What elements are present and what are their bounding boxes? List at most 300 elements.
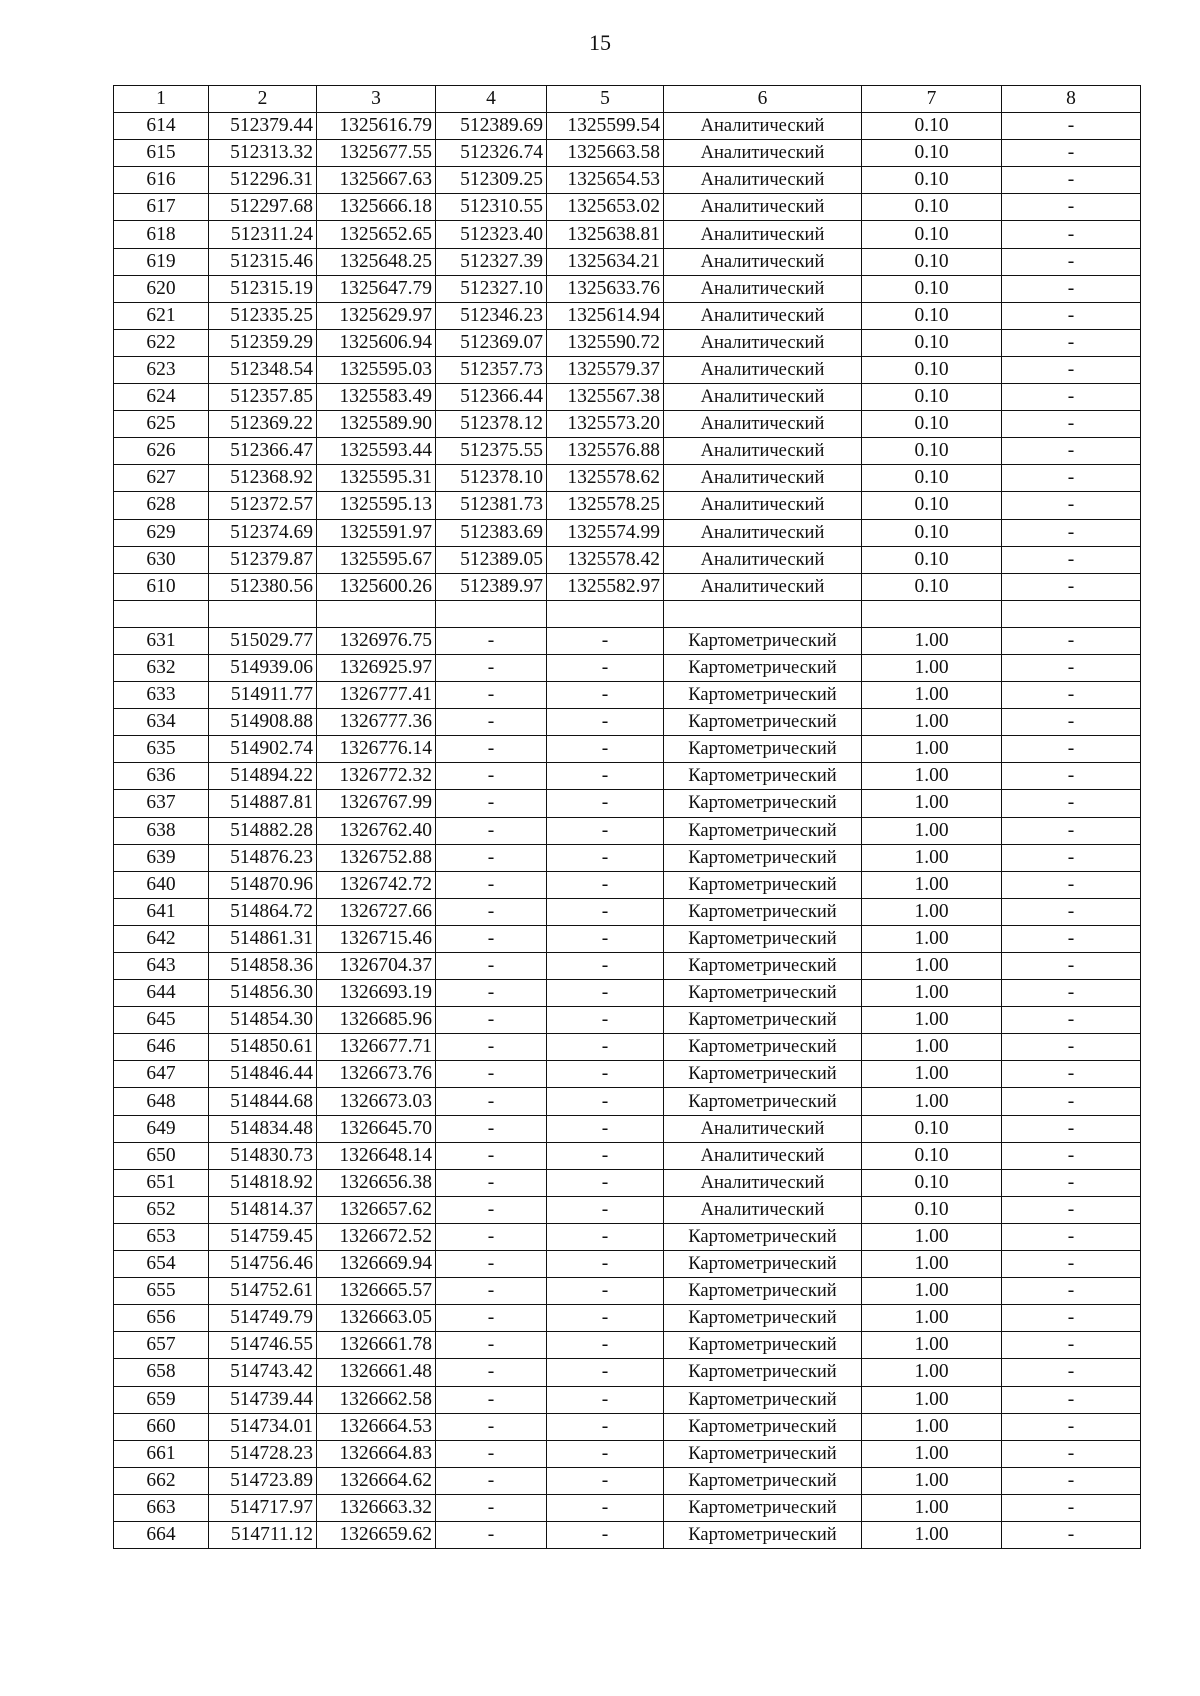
table-row <box>114 329 1141 356</box>
table-row <box>114 763 1141 790</box>
y-coordinate-cell <box>317 600 436 627</box>
method-cell: Картометрический <box>664 709 862 736</box>
x-old-cell: - <box>436 925 547 952</box>
accuracy-cell: 0.10 <box>862 573 1002 600</box>
method-cell: Картометрический <box>664 1440 862 1467</box>
x-coordinate-cell: 514728.23 <box>209 1440 317 1467</box>
y-old-cell: - <box>547 844 664 871</box>
point-number-cell: 632 <box>114 654 209 681</box>
method-cell: Аналитический <box>664 140 862 167</box>
description-cell: - <box>1002 1494 1141 1521</box>
x-old-cell: 512366.44 <box>436 384 547 411</box>
table-row <box>114 1305 1141 1332</box>
y-coordinate-cell: 1325616.79 <box>317 113 436 140</box>
description-cell: - <box>1002 790 1141 817</box>
x-old-cell: 512346.23 <box>436 302 547 329</box>
accuracy-cell: 1.00 <box>862 1088 1002 1115</box>
y-old-cell: - <box>547 1196 664 1223</box>
x-coordinate-cell: 512315.19 <box>209 275 317 302</box>
y-coordinate-cell: 1326715.46 <box>317 925 436 952</box>
point-number-cell: 647 <box>114 1061 209 1088</box>
x-old-cell: 512383.69 <box>436 519 547 546</box>
y-coordinate-cell: 1325595.31 <box>317 465 436 492</box>
x-old-cell: - <box>436 1034 547 1061</box>
y-coordinate-cell: 1325583.49 <box>317 384 436 411</box>
point-number-cell: 624 <box>114 384 209 411</box>
x-old-cell: - <box>436 1088 547 1115</box>
x-old-cell: - <box>436 1386 547 1413</box>
point-number-cell: 626 <box>114 438 209 465</box>
x-coordinate-cell: 514870.96 <box>209 871 317 898</box>
table-row <box>114 1034 1141 1061</box>
y-old-cell: 1325578.42 <box>547 546 664 573</box>
x-coordinate-cell: 514723.89 <box>209 1467 317 1494</box>
x-coordinate-cell: 512369.22 <box>209 411 317 438</box>
description-cell: - <box>1002 1359 1141 1386</box>
method-cell: Картометрический <box>664 1467 862 1494</box>
y-coordinate-cell: 1326762.40 <box>317 817 436 844</box>
table-body <box>114 113 1141 1549</box>
y-coordinate-cell: 1325606.94 <box>317 329 436 356</box>
y-old-cell: - <box>547 980 664 1007</box>
x-coordinate-cell: 512313.32 <box>209 140 317 167</box>
y-coordinate-cell: 1326645.70 <box>317 1115 436 1142</box>
table-row <box>114 1467 1141 1494</box>
y-old-cell: - <box>547 1251 664 1278</box>
x-coordinate-cell: 512315.46 <box>209 248 317 275</box>
method-cell: Аналитический <box>664 384 862 411</box>
x-old-cell: - <box>436 790 547 817</box>
table-row <box>114 1251 1141 1278</box>
table-row <box>114 438 1141 465</box>
y-coordinate-cell: 1325593.44 <box>317 438 436 465</box>
column-header: 5 <box>547 86 664 113</box>
page-number: 15 <box>589 30 611 55</box>
y-coordinate-cell: 1326664.83 <box>317 1440 436 1467</box>
x-old-cell: - <box>436 682 547 709</box>
point-number-cell: 620 <box>114 275 209 302</box>
x-old-cell: - <box>436 1467 547 1494</box>
x-coordinate-cell: 514814.37 <box>209 1196 317 1223</box>
method-cell: Картометрический <box>664 654 862 681</box>
method-cell: Аналитический <box>664 221 862 248</box>
method-cell: Аналитический <box>664 546 862 573</box>
description-cell: - <box>1002 1467 1141 1494</box>
point-number-cell: 659 <box>114 1386 209 1413</box>
y-coordinate-cell: 1326659.62 <box>317 1521 436 1548</box>
x-coordinate-cell: 514882.28 <box>209 817 317 844</box>
x-old-cell: - <box>436 1278 547 1305</box>
x-coordinate-cell: 512366.47 <box>209 438 317 465</box>
x-old-cell: - <box>436 1440 547 1467</box>
description-cell: - <box>1002 654 1141 681</box>
y-old-cell: 1325663.58 <box>547 140 664 167</box>
description-cell: - <box>1002 1251 1141 1278</box>
description-cell: - <box>1002 953 1141 980</box>
method-cell: Картометрический <box>664 1305 862 1332</box>
x-coordinate-cell: 512380.56 <box>209 573 317 600</box>
y-old-cell: 1325599.54 <box>547 113 664 140</box>
method-cell: Аналитический <box>664 1115 862 1142</box>
y-coordinate-cell: 1326663.05 <box>317 1305 436 1332</box>
table-row <box>114 384 1141 411</box>
x-old-cell: 512381.73 <box>436 492 547 519</box>
point-number-cell: 664 <box>114 1521 209 1548</box>
accuracy-cell: 1.00 <box>862 1223 1002 1250</box>
method-cell: Картометрический <box>664 1521 862 1548</box>
table-row <box>114 492 1141 519</box>
point-number-cell: 663 <box>114 1494 209 1521</box>
x-coordinate-cell: 514908.88 <box>209 709 317 736</box>
method-cell: Аналитический <box>664 1196 862 1223</box>
method-cell: Аналитический <box>664 411 862 438</box>
column-header: 1 <box>114 86 209 113</box>
table-row <box>114 113 1141 140</box>
y-coordinate-cell: 1326777.41 <box>317 682 436 709</box>
y-old-cell: - <box>547 925 664 952</box>
table-row <box>114 1386 1141 1413</box>
table-row <box>114 1061 1141 1088</box>
point-number-cell: 662 <box>114 1467 209 1494</box>
table-row <box>114 275 1141 302</box>
accuracy-cell: 1.00 <box>862 763 1002 790</box>
x-old-cell: - <box>436 1413 547 1440</box>
x-old-cell: 512326.74 <box>436 140 547 167</box>
table-row <box>114 1494 1141 1521</box>
method-cell: Картометрический <box>664 736 862 763</box>
y-old-cell: 1325579.37 <box>547 356 664 383</box>
table-row <box>114 1332 1141 1359</box>
y-coordinate-cell: 1326673.76 <box>317 1061 436 1088</box>
table-row <box>114 519 1141 546</box>
accuracy-cell: 0.10 <box>862 113 1002 140</box>
description-cell: - <box>1002 871 1141 898</box>
description-cell <box>1002 600 1141 627</box>
method-cell: Аналитический <box>664 356 862 383</box>
y-old-cell: 1325578.62 <box>547 465 664 492</box>
x-old-cell: - <box>436 654 547 681</box>
table-row <box>114 925 1141 952</box>
y-old-cell: - <box>547 1440 664 1467</box>
point-number-cell: 645 <box>114 1007 209 1034</box>
method-cell: Картометрический <box>664 1278 862 1305</box>
description-cell: - <box>1002 519 1141 546</box>
accuracy-cell: 1.00 <box>862 1359 1002 1386</box>
accuracy-cell: 1.00 <box>862 1386 1002 1413</box>
y-coordinate-cell: 1326664.53 <box>317 1413 436 1440</box>
accuracy-cell: 1.00 <box>862 1440 1002 1467</box>
accuracy-cell: 1.00 <box>862 844 1002 871</box>
accuracy-cell: 0.10 <box>862 492 1002 519</box>
description-cell: - <box>1002 384 1141 411</box>
y-coordinate-cell: 1326704.37 <box>317 953 436 980</box>
x-old-cell: - <box>436 1169 547 1196</box>
description-cell: - <box>1002 221 1141 248</box>
description-cell: - <box>1002 275 1141 302</box>
y-coordinate-cell: 1325595.67 <box>317 546 436 573</box>
accuracy-cell: 0.10 <box>862 248 1002 275</box>
y-coordinate-cell: 1325600.26 <box>317 573 436 600</box>
description-cell: - <box>1002 898 1141 925</box>
method-cell: Картометрический <box>664 871 862 898</box>
x-old-cell: - <box>436 1061 547 1088</box>
table-row <box>114 790 1141 817</box>
y-coordinate-cell: 1325629.97 <box>317 302 436 329</box>
x-coordinate-cell: 514939.06 <box>209 654 317 681</box>
x-coordinate-cell: 512359.29 <box>209 329 317 356</box>
x-coordinate-cell: 514856.30 <box>209 980 317 1007</box>
table-row <box>114 627 1141 654</box>
description-cell: - <box>1002 573 1141 600</box>
y-old-cell: - <box>547 953 664 980</box>
column-header: 3 <box>317 86 436 113</box>
x-old-cell: 512357.73 <box>436 356 547 383</box>
accuracy-cell: 1.00 <box>862 1494 1002 1521</box>
point-number-cell: 628 <box>114 492 209 519</box>
point-number-cell: 657 <box>114 1332 209 1359</box>
point-number-cell: 654 <box>114 1251 209 1278</box>
point-number-cell: 650 <box>114 1142 209 1169</box>
x-coordinate-cell: 514818.92 <box>209 1169 317 1196</box>
table-row <box>114 248 1141 275</box>
accuracy-cell: 1.00 <box>862 817 1002 844</box>
description-cell: - <box>1002 194 1141 221</box>
y-coordinate-cell: 1325652.65 <box>317 221 436 248</box>
method-cell: Аналитический <box>664 302 862 329</box>
y-old-cell: - <box>547 1521 664 1548</box>
y-old-cell: - <box>547 654 664 681</box>
method-cell: Картометрический <box>664 763 862 790</box>
y-coordinate-cell: 1326663.32 <box>317 1494 436 1521</box>
method-cell: Картометрический <box>664 1088 862 1115</box>
x-coordinate-cell: 514756.46 <box>209 1251 317 1278</box>
point-number-cell: 651 <box>114 1169 209 1196</box>
accuracy-cell: 1.00 <box>862 654 1002 681</box>
description-cell: - <box>1002 1061 1141 1088</box>
x-coordinate-cell: 514854.30 <box>209 1007 317 1034</box>
point-number-cell: 639 <box>114 844 209 871</box>
description-cell: - <box>1002 763 1141 790</box>
y-coordinate-cell: 1326776.14 <box>317 736 436 763</box>
x-coordinate-cell: 514711.12 <box>209 1521 317 1548</box>
x-old-cell: 512375.55 <box>436 438 547 465</box>
x-old-cell: - <box>436 1332 547 1359</box>
column-header: 4 <box>436 86 547 113</box>
y-old-cell: 1325653.02 <box>547 194 664 221</box>
y-coordinate-cell: 1325666.18 <box>317 194 436 221</box>
table-row <box>114 980 1141 1007</box>
y-coordinate-cell: 1326767.99 <box>317 790 436 817</box>
y-coordinate-cell: 1326648.14 <box>317 1142 436 1169</box>
x-coordinate-cell: 514858.36 <box>209 953 317 980</box>
table-row <box>114 1169 1141 1196</box>
accuracy-cell <box>862 600 1002 627</box>
y-coordinate-cell: 1325595.03 <box>317 356 436 383</box>
x-old-cell: 512378.12 <box>436 411 547 438</box>
y-coordinate-cell: 1326925.97 <box>317 654 436 681</box>
x-old-cell: 512389.05 <box>436 546 547 573</box>
y-old-cell: - <box>547 763 664 790</box>
table-row <box>114 1115 1141 1142</box>
point-number-cell: 627 <box>114 465 209 492</box>
x-coordinate-cell: 514749.79 <box>209 1305 317 1332</box>
y-old-cell: - <box>547 1386 664 1413</box>
point-number-cell: 658 <box>114 1359 209 1386</box>
y-coordinate-cell: 1326662.58 <box>317 1386 436 1413</box>
y-old-cell: - <box>547 709 664 736</box>
y-old-cell: - <box>547 1115 664 1142</box>
y-old-cell: - <box>547 1494 664 1521</box>
point-number-cell: 618 <box>114 221 209 248</box>
x-coordinate-cell: 514746.55 <box>209 1332 317 1359</box>
y-coordinate-cell: 1326669.94 <box>317 1251 436 1278</box>
description-cell: - <box>1002 1332 1141 1359</box>
table-row <box>114 194 1141 221</box>
description-cell: - <box>1002 682 1141 709</box>
description-cell: - <box>1002 356 1141 383</box>
point-number-cell: 643 <box>114 953 209 980</box>
method-cell: Аналитический <box>664 329 862 356</box>
description-cell: - <box>1002 1521 1141 1548</box>
table-row <box>114 465 1141 492</box>
x-old-cell: - <box>436 736 547 763</box>
method-cell <box>664 600 862 627</box>
y-old-cell: 1325574.99 <box>547 519 664 546</box>
x-old-cell: - <box>436 1359 547 1386</box>
x-old-cell: - <box>436 980 547 1007</box>
accuracy-cell: 0.10 <box>862 302 1002 329</box>
method-cell: Аналитический <box>664 113 862 140</box>
point-number-cell: 660 <box>114 1413 209 1440</box>
method-cell: Аналитический <box>664 1142 862 1169</box>
y-old-cell: - <box>547 898 664 925</box>
point-number-cell: 661 <box>114 1440 209 1467</box>
accuracy-cell: 0.10 <box>862 1169 1002 1196</box>
x-coordinate-cell: 514894.22 <box>209 763 317 790</box>
y-coordinate-cell: 1326672.52 <box>317 1223 436 1250</box>
table-row <box>114 1007 1141 1034</box>
x-old-cell: - <box>436 709 547 736</box>
description-cell: - <box>1002 113 1141 140</box>
table-row <box>114 1142 1141 1169</box>
accuracy-cell: 0.10 <box>862 194 1002 221</box>
description-cell: - <box>1002 1223 1141 1250</box>
y-old-cell: - <box>547 1305 664 1332</box>
x-coordinate-cell: 512296.31 <box>209 167 317 194</box>
point-number-cell: 617 <box>114 194 209 221</box>
y-coordinate-cell: 1326727.66 <box>317 898 436 925</box>
point-number-cell: 630 <box>114 546 209 573</box>
accuracy-cell: 0.10 <box>862 411 1002 438</box>
x-coordinate-cell: 512374.69 <box>209 519 317 546</box>
method-cell: Картометрический <box>664 844 862 871</box>
y-old-cell: - <box>547 871 664 898</box>
method-cell: Картометрический <box>664 980 862 1007</box>
description-cell: - <box>1002 329 1141 356</box>
point-number-cell: 641 <box>114 898 209 925</box>
x-old-cell: - <box>436 763 547 790</box>
table-row <box>114 140 1141 167</box>
accuracy-cell: 1.00 <box>862 1251 1002 1278</box>
description-cell: - <box>1002 1115 1141 1142</box>
description-cell: - <box>1002 1007 1141 1034</box>
method-cell: Картометрический <box>664 790 862 817</box>
y-coordinate-cell: 1326752.88 <box>317 844 436 871</box>
method-cell: Картометрический <box>664 1034 862 1061</box>
method-cell: Аналитический <box>664 465 862 492</box>
accuracy-cell: 1.00 <box>862 682 1002 709</box>
table-row <box>114 167 1141 194</box>
point-number-cell: 621 <box>114 302 209 329</box>
method-cell: Аналитический <box>664 492 862 519</box>
description-cell: - <box>1002 980 1141 1007</box>
x-old-cell <box>436 600 547 627</box>
description-cell: - <box>1002 925 1141 952</box>
y-old-cell: - <box>547 682 664 709</box>
point-number-cell: 616 <box>114 167 209 194</box>
x-coordinate-cell: 512348.54 <box>209 356 317 383</box>
table-header-row <box>114 86 1141 113</box>
x-old-cell: - <box>436 1196 547 1223</box>
y-old-cell: - <box>547 1223 664 1250</box>
table-row <box>114 709 1141 736</box>
y-coordinate-cell: 1326656.38 <box>317 1169 436 1196</box>
accuracy-cell: 1.00 <box>862 1034 1002 1061</box>
y-coordinate-cell: 1326777.36 <box>317 709 436 736</box>
x-coordinate-cell: 514902.74 <box>209 736 317 763</box>
y-old-cell: 1325567.38 <box>547 384 664 411</box>
y-old-cell: - <box>547 1088 664 1115</box>
y-old-cell: - <box>547 1467 664 1494</box>
x-coordinate-cell: 514846.44 <box>209 1061 317 1088</box>
x-old-cell: - <box>436 1142 547 1169</box>
accuracy-cell: 0.10 <box>862 438 1002 465</box>
x-old-cell: 512389.69 <box>436 113 547 140</box>
accuracy-cell: 1.00 <box>862 1413 1002 1440</box>
accuracy-cell: 0.10 <box>862 546 1002 573</box>
accuracy-cell: 1.00 <box>862 1521 1002 1548</box>
y-coordinate-cell: 1326661.48 <box>317 1359 436 1386</box>
x-old-cell: 512327.10 <box>436 275 547 302</box>
x-old-cell: - <box>436 871 547 898</box>
method-cell: Картометрический <box>664 1494 862 1521</box>
method-cell: Картометрический <box>664 682 862 709</box>
x-coordinate-cell: 514734.01 <box>209 1413 317 1440</box>
x-old-cell: 512323.40 <box>436 221 547 248</box>
y-old-cell: - <box>547 1278 664 1305</box>
y-coordinate-cell: 1326976.75 <box>317 627 436 654</box>
y-old-cell: - <box>547 1142 664 1169</box>
method-cell: Аналитический <box>664 194 862 221</box>
description-cell: - <box>1002 1440 1141 1467</box>
y-old-cell: 1325590.72 <box>547 329 664 356</box>
accuracy-cell: 0.10 <box>862 167 1002 194</box>
table-row <box>114 302 1141 329</box>
y-old-cell <box>547 600 664 627</box>
point-number-cell: 625 <box>114 411 209 438</box>
table-row <box>114 682 1141 709</box>
description-cell: - <box>1002 709 1141 736</box>
point-number-cell: 614 <box>114 113 209 140</box>
table-row <box>114 871 1141 898</box>
x-old-cell: - <box>436 844 547 871</box>
y-old-cell: - <box>547 790 664 817</box>
point-number-cell: 631 <box>114 627 209 654</box>
table-row <box>114 1359 1141 1386</box>
point-number-cell: 644 <box>114 980 209 1007</box>
description-cell: - <box>1002 1142 1141 1169</box>
y-old-cell: - <box>547 1007 664 1034</box>
